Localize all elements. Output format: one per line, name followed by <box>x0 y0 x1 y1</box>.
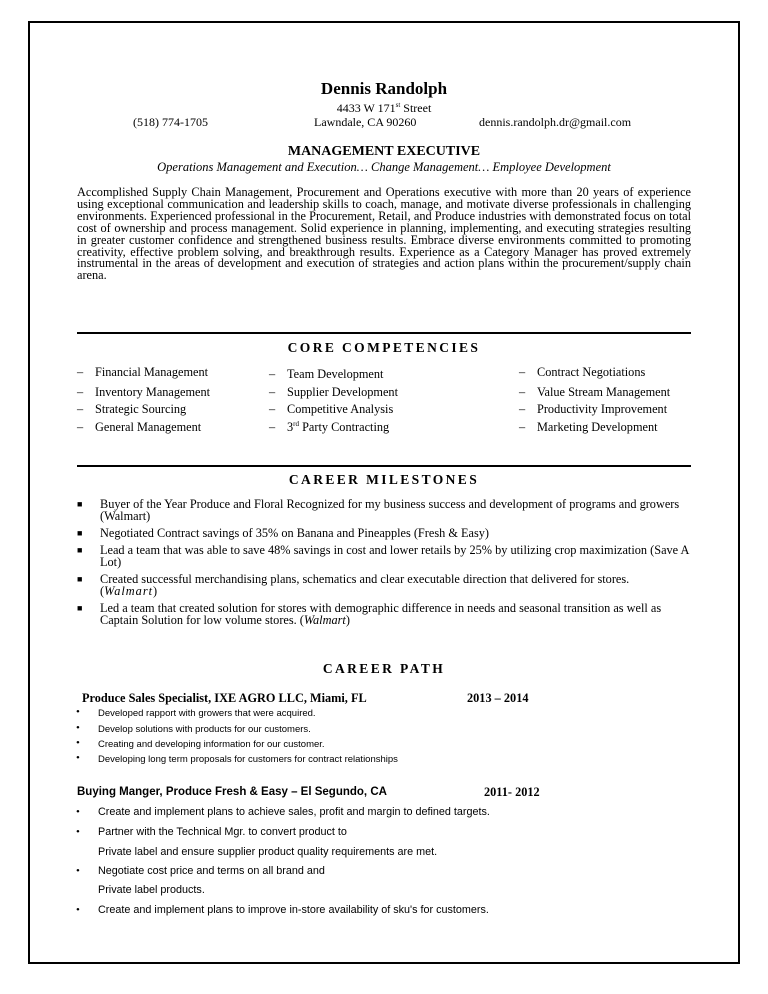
job-point: Private label and ensure supplier product quality requirements are met. <box>98 846 438 858</box>
job-dates: 2011- 2012 <box>484 785 540 799</box>
bullet-icon: • <box>76 722 80 734</box>
bullet-icon: • <box>76 806 80 818</box>
headline-subtitle: Operations Management and Execution… Change Management… Employee Development <box>157 160 611 174</box>
competency-item: – Team Development <box>269 367 384 381</box>
competency-item: – Financial Management <box>77 365 209 379</box>
competency-item: – Inventory Management <box>77 385 211 399</box>
job-point: Creating and developing information for our customer. <box>98 739 325 750</box>
competency-item: – Value Stream Management <box>519 385 671 399</box>
competencies-heading: CORE COMPETENCIES <box>287 340 481 355</box>
job-point: Create and implement plans to improve in-store availability of sku's for customers. <box>98 904 489 916</box>
section-divider <box>77 332 691 334</box>
bullet-icon: • <box>76 706 80 718</box>
email-address: dennis.randolph.dr@gmail.com <box>479 115 632 129</box>
section-divider <box>77 465 691 467</box>
milestones-heading: CAREER MILESTONES <box>288 472 480 487</box>
job-point: Developed rapport with growers that were acquired. <box>98 708 316 719</box>
competency-item: – General Management <box>77 420 202 434</box>
competency-item: – Productivity Improvement <box>519 402 668 416</box>
job-point: Develop solutions with products for our customers. <box>98 724 311 735</box>
competency-item: – 3rd Party Contracting <box>269 420 390 435</box>
bullet-icon: • <box>76 737 80 749</box>
bullet-icon: • <box>76 752 80 764</box>
street-address: 4433 W 171st Street <box>336 101 432 115</box>
bullet-icon: • <box>76 826 80 838</box>
competency-item: – Supplier Development <box>269 385 398 399</box>
job-point: Partner with the Technical Mgr. to convert product to <box>98 826 347 838</box>
city-address: Lawndale, CA 90260 <box>314 115 417 129</box>
headline-title: MANAGEMENT EXECUTIVE <box>287 144 481 159</box>
competency-item: – Marketing Development <box>519 420 658 434</box>
job-point: Developing long term proposals for customers for contract relationships <box>98 754 398 765</box>
candidate-name: Dennis Randolph <box>320 79 448 98</box>
bullet-icon: • <box>76 904 80 916</box>
bullet-icon: • <box>76 865 80 877</box>
job-title: Produce Sales Specialist, IXE AGRO LLC, Miami, FL <box>82 691 367 705</box>
competency-item: – Contract Negotiations <box>519 365 646 379</box>
career-path-heading: CAREER PATH <box>322 661 446 676</box>
competency-item: – Competitive Analysis <box>269 402 394 416</box>
competency-item: – Strategic Sourcing <box>77 402 187 416</box>
job-point: Negotiate cost price and terms on all brand and <box>98 865 325 877</box>
summary-paragraph: Accomplished Supply Chain Management, Procurement and Operations executive with more than 20 years of experience using exceptional communication and leadership skills to coach, manage, and motivate diverse professionals in challenging environments. Experienced professional in the Procurement, Retail, and Produce industries with demonstrated focus on total cost of ownership and process management. Solid experience in planning, implementing, and executing strategies resulting in greater customer confidence and strengthened business results. Embrace diverse environments committed to promoting creativity, effective problem solving, and breakthrough results. Experience as a Category Manager has proved extremely instrumental in the areas of development and execution of strategies and action plans within the procurement/supply chain arena. <box>77 185 691 283</box>
job-point: Private label products. <box>98 884 205 896</box>
job-title: Buying Manger, Produce Fresh & Easy – El Segundo, CA <box>77 786 387 798</box>
job-point: Create and implement plans to achieve sales, profit and margin to defined targets. <box>98 806 490 818</box>
phone-number: (518) 774-1705 <box>133 115 208 129</box>
job-dates: 2013 – 2014 <box>467 691 529 705</box>
